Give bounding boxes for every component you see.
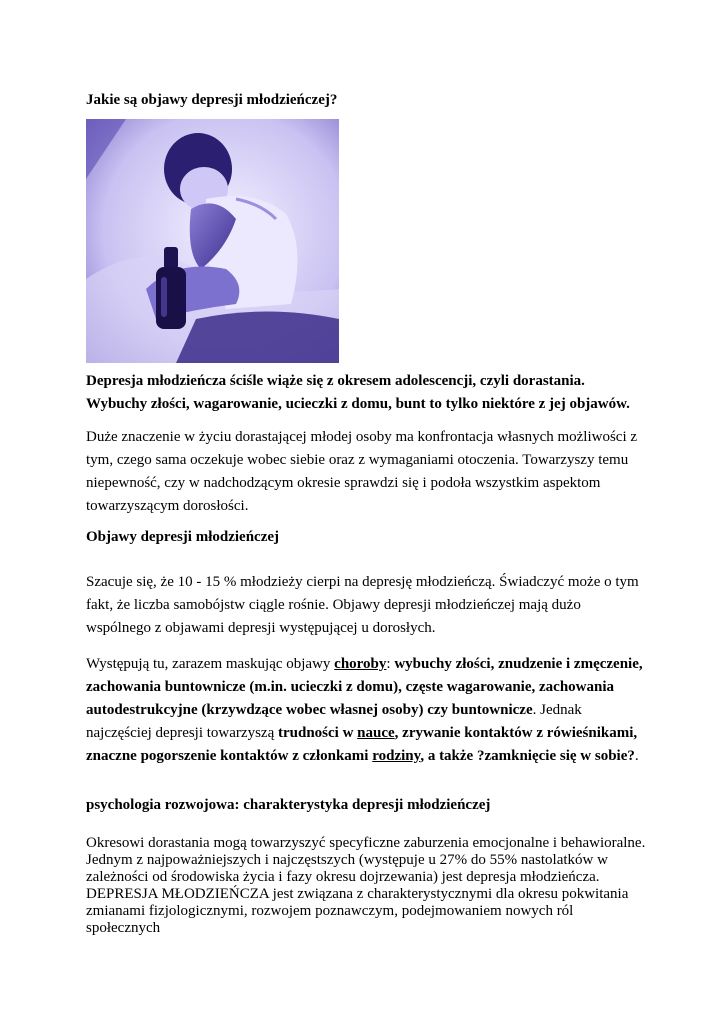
p3-bold-3: , zrywanie kontaktów z rówieśnikami, znaczne pogorszenie kontaktów z członkami: [86, 725, 638, 764]
paragraph-1: Duże znaczenie w życiu dorastającej młodej osoby ma konfrontacja własnych możliwości z tym, czego sama oczekuje wobec siebie oraz z wymaganiami otoczenia. Towarzyszy temu niepewność, czy w nadchodzącym okresie sprawdzi się i podoła wszystkim aspektom towarzyszącym dorosłości.: [86, 429, 638, 514]
link-rodziny[interactable]: rodziny: [372, 748, 421, 764]
article-photo: [86, 119, 339, 363]
p3-text-4: .: [634, 748, 639, 764]
p3-text-2: :: [386, 656, 395, 672]
intro-paragraph: Depresja młodzieńcza ściśle wiąże się z okresem adolescencji, czyli dorastania. Wybuchy złości, wagarowanie, ucieczki z domu, bunt to tylko niektóre z jej objawów.: [86, 373, 630, 412]
p3-bold-4: , a także ?zamknięcie się w sobie?: [420, 748, 635, 764]
paragraph-3: [86, 653, 646, 768]
link-nauce[interactable]: nauce: [357, 725, 395, 741]
p3-bold-1: wybuchy złości, znudzenie i zmęczenie, zachowania buntownicze (m.in. ucieczki z domu), częste wagarowanie, zachowania autodestrukcyjne (krzywdzące wobec własnej osoby) czy buntownicze: [86, 656, 643, 718]
paragraph-4: Okresowi dorastania mogą towarzyszyć specyficzne zaburzenia emocjonalne i behawioralne. Jednym z najpoważniejszych i najczęstszych (występuje u 27% do 55% nastolatków w zależności od środowiska życia i fazy okresu dojrzewania) jest depresja młodzieńcza. DEPRESJA MŁODZIEŃCZA jest związana z charakterystycznymi dla okresu pokwitania zmianami fizjologicznymi, rozwojem poznawczym, podejmowaniem nowych ról społecznych: [86, 835, 646, 936]
teenager-with-bottle-image: [86, 119, 339, 363]
p3-text-1: Występują tu, zarazem maskując objawy: [86, 656, 335, 672]
section-heading-objawy: Objawy depresji młodzieńczej: [86, 529, 280, 545]
section-heading-psychologia: psychologia rozwojowa: charakterystyka depresji młodzieńczej: [86, 797, 491, 813]
page-title: Jakie są objawy depresji młodzieńczej?: [86, 92, 338, 108]
p3-bold-2: trudności w: [277, 725, 358, 741]
p3-text-3: . Jednak najczęściej depresji towarzyszą: [86, 702, 582, 741]
paragraph-2: Szacuje się, że 10 - 15 % młodzieży cierpi na depresję młodzieńczą. Świadczyć może o tym fakt, że liczba samobójstw ciągle rośnie. Objawy depresji młodzieńczej mają dużo wspólnego z objawami depresji występującej u dorosłych.: [86, 574, 639, 636]
link-choroby[interactable]: choroby: [334, 656, 387, 672]
